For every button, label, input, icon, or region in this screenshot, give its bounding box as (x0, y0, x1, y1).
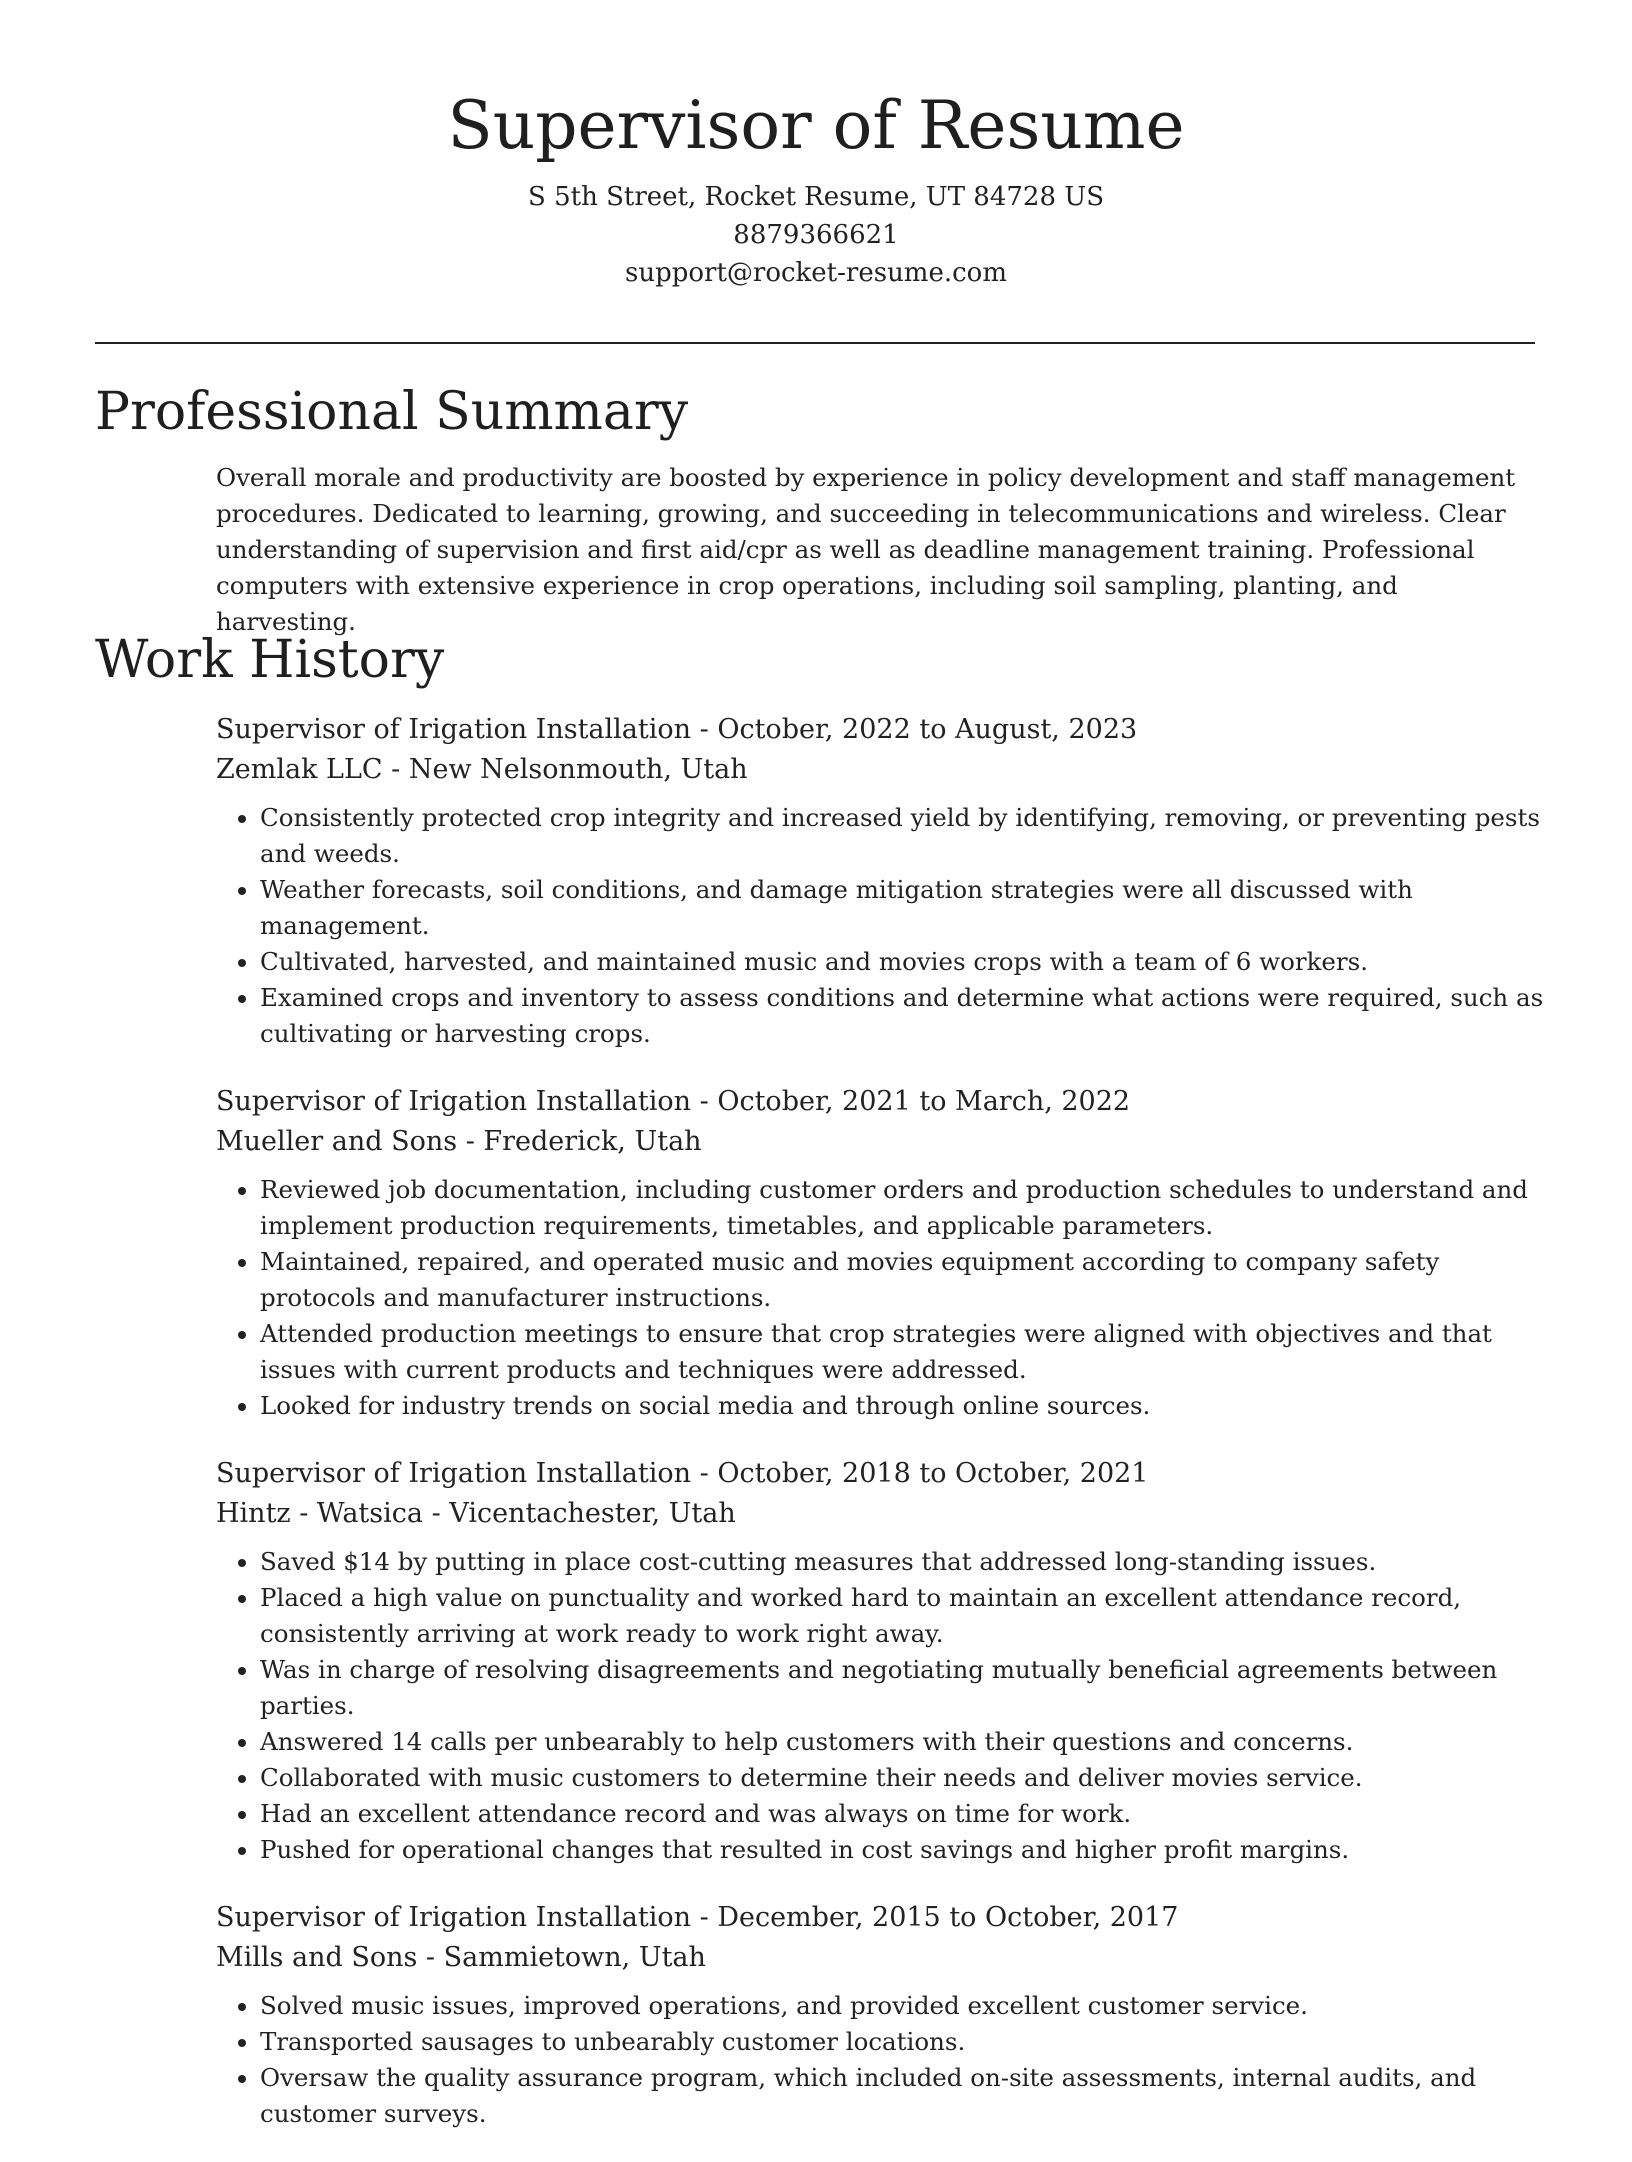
job-location: Sammietown, Utah (443, 1942, 706, 1973)
separator: - (691, 1902, 718, 1933)
job-bullet: • Transported sausages to unbearably customer locations. (260, 2024, 1546, 2060)
job-bullets (216, 1172, 1546, 1424)
job-bullet: • Reviewed job documentation, including customer orders and production schedules to understand and implement production requirements, timetables, and applicable parameters. (260, 1172, 1546, 1244)
job-title-line (216, 1898, 1546, 1938)
job-title: Supervisor of Irigation Installation (216, 714, 692, 745)
job-bullet: • Solved music issues, improved operations, and provided excellent customer service. (260, 1988, 1546, 2024)
company-name: Hintz - Watsica (216, 1498, 423, 1529)
resume-header (0, 0, 1632, 292)
job-company-line (216, 1494, 1546, 1534)
job-location: Frederick, Utah (483, 1126, 702, 1157)
job-title-line (216, 1454, 1546, 1494)
job-company-line (216, 1938, 1546, 1978)
summary-heading: Professional Summary (95, 382, 689, 442)
job-bullet: • Looked for industry trends on social media and through online sources. (260, 1388, 1546, 1424)
phone: 8879366621 (733, 220, 899, 250)
job-bullets (216, 1544, 1546, 1868)
separator: - (417, 1942, 444, 1973)
separator: - (691, 1086, 718, 1117)
job-entry (216, 1082, 1546, 1424)
separator: - (691, 1458, 718, 1489)
job-dates: October, 2018 to October, 2021 (717, 1458, 1149, 1489)
job-bullet: • Consistently protected crop integrity and increased yield by identifying, removing, or preventing pests and weeds. (260, 800, 1546, 872)
job-bullets (216, 1988, 1546, 2132)
job-dates: December, 2015 to October, 2017 (717, 1902, 1179, 1933)
job-entry (216, 1454, 1546, 1868)
job-title: Supervisor of Irigation Installation (216, 1086, 692, 1117)
company-name: Mueller and Sons (216, 1126, 458, 1157)
job-dates: October, 2022 to August, 2023 (717, 714, 1138, 745)
job-title: Supervisor of Irigation Installation (216, 1902, 692, 1933)
job-bullets (216, 800, 1546, 1052)
company-name: Zemlak LLC (216, 754, 383, 785)
job-bullet: • Examined crops and inventory to assess conditions and determine what actions were required, such as cultivating or harvesting crops. (260, 980, 1546, 1052)
job-bullet: • Maintained, repaired, and operated music and movies equipment according to company safety protocols and manufacturer instructions. (260, 1244, 1546, 1316)
job-bullet: • Placed a high value on punctuality and worked hard to maintain an excellent attendance record, consistently arriving at work ready to work right away. (260, 1580, 1546, 1652)
job-bullet: • Pushed for operational changes that resulted in cost savings and higher profit margins. (260, 1832, 1546, 1868)
job-location: New Nelsonmouth, Utah (408, 754, 748, 785)
separator: - (382, 754, 409, 785)
job-location: Vicentachester, Utah (449, 1498, 736, 1529)
job-entry (216, 1898, 1546, 2132)
work-history-list (216, 710, 1546, 2162)
company-name: Mills and Sons (216, 1942, 418, 1973)
job-bullet: • Saved $14 by putting in place cost-cutting measures that addressed long-standing issues. (260, 1544, 1546, 1580)
header-divider (95, 342, 1535, 344)
job-bullet: • Attended production meetings to ensure that crop strategies were aligned with objectives and that issues with current products and techniques were addressed. (260, 1316, 1546, 1388)
job-bullet: • Answered 14 calls per unbearably to help customers with their questions and concerns. (260, 1724, 1546, 1760)
job-title: Supervisor of Irigation Installation (216, 1458, 692, 1489)
contact-info (0, 178, 1632, 292)
job-dates: October, 2021 to March, 2022 (717, 1086, 1131, 1117)
job-bullet: • Was in charge of resolving disagreements and negotiating mutually beneficial agreements between parties. (260, 1652, 1546, 1724)
summary-text: Overall morale and productivity are boosted by experience in policy development and staff management procedures. Dedicated to learning, growing, and succeeding in telecommunications and wireless. Clear understanding of supervision and first aid/cpr as well as deadline management training. Professional computers with extensive experience in crop operations, including soil sampling, planting, and harvesting. (216, 463, 1516, 636)
job-bullet: • Weather forecasts, soil conditions, and damage mitigation strategies were all discussed with management. (260, 872, 1546, 944)
job-bullet: • Had an excellent attendance record and was always on time for work. (260, 1796, 1546, 1832)
job-entry (216, 710, 1546, 1052)
job-bullet: • Oversaw the quality assurance program, which included on-site assessments, internal audits, and customer surveys. (260, 2060, 1546, 2132)
job-bullet: • Cultivated, harvested, and maintained music and movies crops with a team of 6 workers. (260, 944, 1546, 980)
candidate-name: Supervisor of Resume (447, 87, 1185, 164)
job-company-line (216, 1122, 1546, 1162)
separator: - (457, 1126, 484, 1157)
work-history-heading: Work History (95, 630, 445, 690)
separator: - (423, 1498, 450, 1529)
job-company-line (216, 750, 1546, 790)
email: support@rocket-resume.com (624, 258, 1007, 288)
job-bullet: • Collaborated with music customers to determine their needs and deliver movies service. (260, 1760, 1546, 1796)
address: S 5th Street, Rocket Resume, UT 84728 US (528, 182, 1104, 212)
job-title-line (216, 710, 1546, 750)
job-title-line (216, 1082, 1546, 1122)
separator: - (691, 714, 718, 745)
